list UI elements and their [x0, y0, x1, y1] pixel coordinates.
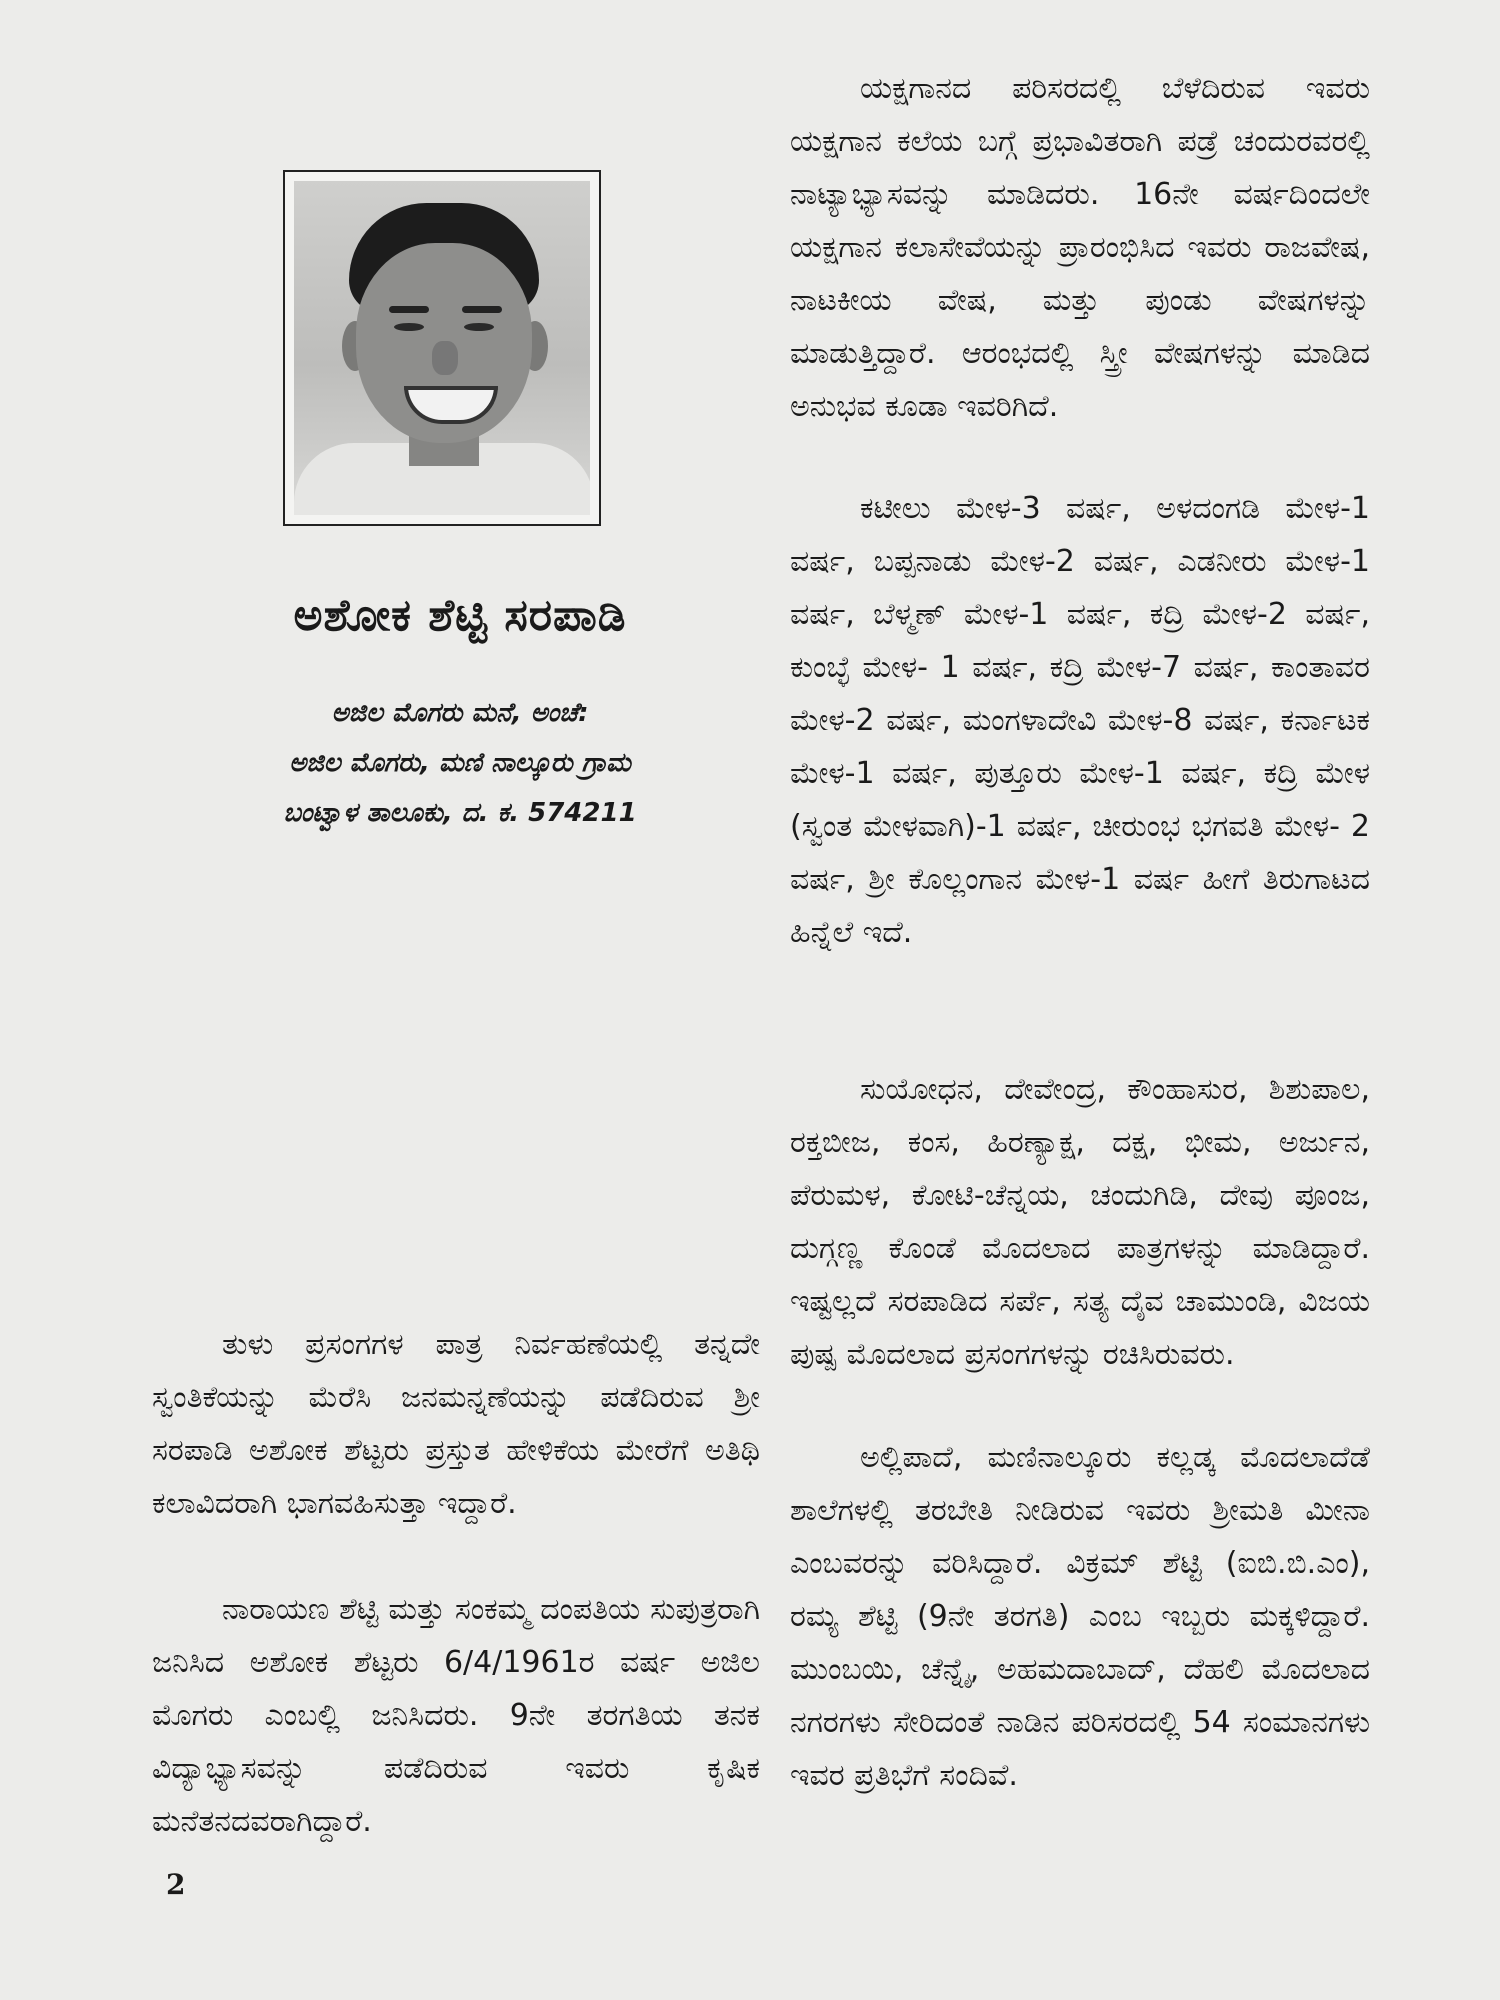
- address-block: [150, 688, 770, 838]
- right-paragraph-3: ಸುಯೋಧನ, ದೇವೇಂದ್ರ, ಕೌಂಹಾಸುರ, ಶಿಶುಪಾಲ, ರಕ್ತಬೀಜ, ಕಂಸ, ಹಿರಣ್ಯಾಕ್ಷ, ದಕ್ಷ, ಭೀಮ, ಅರ್ಜುನ, ಪೆರುಮಳ, ಕೋಟಿ-ಚೆನ್ನಯ, ಚಂದುಗಿಡಿ, ದೇವು ಪೂಂಜ, ದುಗ್ಗಣ್ಣ ಕೊಂಡೆ ಮೊದಲಾದ ಪಾತ್ರಗಳನ್ನು ಮಾಡಿದ್ದಾರೆ. ಇಷ್ಟಲ್ಲದೆ ಸರಪಾಡಿದ ಸರ್ಪೆ, ಸತ್ಯ ದೈವ ಚಾಮುಂಡಿ, ವಿಜಯ ಪುಷ್ಪ ಮೊದಲಾದ ಪ್ರಸಂಗಗಳನ್ನು ರಚಿಸಿರುವರು.: [790, 1072, 1370, 1372]
- right-paragraph-2: ಕಟೀಲು ಮೇಳ-3 ವರ್ಷ, ಅಳದಂಗಡಿ ಮೇಳ-1 ವರ್ಷ, ಬಪ್ಪನಾಡು ಮೇಳ-2 ವರ್ಷ, ಎಡನೀರು ಮೇಳ-1 ವರ್ಷ, ಬೆಳ್ಮಣ್ ಮೇಳ-1 ವರ್ಷ, ಕದ್ರಿ ಮೇಳ-2 ವರ್ಷ, ಕುಂಬ್ಳೆ ಮೇಳ- 1 ವರ್ಷ, ಕದ್ರಿ ಮೇಳ-7 ವರ್ಷ, ಕಾಂತಾವರ ಮೇಳ-2 ವರ್ಷ, ಮಂಗಳಾದೇವಿ ಮೇಳ-8 ವರ್ಷ, ಕರ್ನಾಟಕ ಮೇಳ-1 ವರ್ಷ, ಪುತ್ತೂರು ಮೇಳ-1 ವರ್ಷ, ಕದ್ರಿ ಮೇಳ (ಸ್ವಂತ ಮೇಳವಾಗಿ)-1 ವರ್ಷ, ಚೀರುಂಭ ಭಗವತಿ ಮೇಳ- 2 ವರ್ಷ, ಶ್ರೀ ಕೊಲ್ಲಂಗಾನ ಮೇಳ-1 ವರ್ಷ ಹೀಗೆ ತಿರುಗಾಟದ ಹಿನ್ನೆಲೆ ಇದೆ.: [790, 491, 1370, 950]
- left-paragraph-2: ನಾರಾಯಣ ಶೆಟ್ಟಿ ಮತ್ತು ಸಂಕಮ್ಮ ದಂಪತಿಯ ಸುಪುತ್ರರಾಗಿ ಜನಿಸಿದ ಅಶೋಕ ಶೆಟ್ಟರು 6/4/1961ರ ವರ್ಷ ಅಜಿಲ ಮೊಗರು ಎಂಬಲ್ಲಿ ಜನಿಸಿದರು. 9ನೇ ತರಗತಿಯ ತನಕ ವಿದ್ಯಾಭ್ಯಾಸವನ್ನು ಪಡೆದಿರುವ ಇವರು ಕೃಷಿಕ ಮನೆತನದವರಾಗಿದ್ದಾರೆ.: [152, 1592, 760, 1839]
- left-paragraph-1: ತುಳು ಪ್ರಸಂಗಗಳ ಪಾತ್ರ ನಿರ್ವಹಣೆಯಲ್ಲಿ ತನ್ನದೇ ಸ್ವಂತಿಕೆಯನ್ನು ಮೆರೆಸಿ ಜನಮನ್ನಣೆಯನ್ನು ಪಡೆದಿರುವ ಶ್ರೀ ಸರಪಾಡಿ ಅಶೋಕ ಶೆಟ್ಟರು ಪ್ರಸ್ತುತ ಹೇಳಿಕೆಯ ಮೇರೆಗೆ ಅತಿಥಿ ಕಲಾವಿದರಾಗಿ ಭಾಗವಹಿಸುತ್ತಾ ಇದ್ದಾರೆ.: [152, 1327, 760, 1521]
- page-number: 2: [166, 1868, 186, 1901]
- right-paragraph-1: ಯಕ್ಷಗಾನದ ಪರಿಸರದಲ್ಲಿ ಬೆಳೆದಿರುವ ಇವರು ಯಕ್ಷಗಾನ ಕಲೆಯ ಬಗ್ಗೆ ಪ್ರಭಾವಿತರಾಗಿ ಪಡ್ರೆ ಚಂದುರವರಲ್ಲಿ ನಾಟ್ಯಾಭ್ಯಾಸವನ್ನು ಮಾಡಿದರು. 16ನೇ ವರ್ಷದಿಂದಲೇ ಯಕ್ಷಗಾನ ಕಲಾಸೇವೆಯನ್ನು ಪ್ರಾರಂಭಿಸಿದ ಇವರು ರಾಜವೇಷ, ನಾಟಕೀಯ ವೇಷ, ಮತ್ತು ಪುಂಡು ವೇಷಗಳನ್ನು ಮಾಡುತ್ತಿದ್ದಾರೆ. ಆರಂಭದಲ್ಲಿ ಸ್ತ್ರೀ ವೇಷಗಳನ್ನು ಮಾಡಿದ ಅನುಭವ ಕೂಡಾ ಇವರಿಗಿದೆ.: [790, 71, 1370, 424]
- address-line-3: ಬಂಟ್ವಾಳ ತಾಲೂಕು, ದ. ಕ. 574211: [283, 798, 637, 828]
- address-line-2: ಅಜಿಲ ಮೊಗರು, ಮಣಿ ನಾಲ್ಕೂರು ಗ್ರಾಮ: [289, 748, 631, 778]
- right-paragraph-4: ಅಲ್ಲಿಪಾದೆ, ಮಣಿನಾಲ್ಕೂರು ಕಲ್ಲಡ್ಕ ಮೊದಲಾದೆಡೆ ಶಾಲೆಗಳಲ್ಲಿ ತರಬೇತಿ ನೀಡಿರುವ ಇವರು ಶ್ರೀಮತಿ ಮೀನಾ ಎಂಬವರನ್ನು ವರಿಸಿದ್ದಾರೆ. ವಿಕ್ರಮ್ ಶೆಟ್ಟಿ (ಐಬಿ.ಬಿ.ಎಂ), ರಮ್ಯ ಶೆಟ್ಟಿ (9ನೇ ತರಗತಿ) ಎಂಬ ಇಬ್ಬರು ಮಕ್ಕಳಿದ್ದಾರೆ. ಮುಂಬಯಿ, ಚೆನ್ನೈ, ಅಹಮದಾಬಾದ್, ದೆಹಲಿ ಮೊದಲಾದ ನಗರಗಳು ಸೇರಿದಂತೆ ನಾಡಿನ ಪರಿಸರದಲ್ಲಿ 54 ಸಂಮಾನಗಳು ಇವರ ಪ್ರತಿಭೆಗೆ ಸಂದಿವೆ.: [790, 1440, 1370, 1793]
- portrait-photo: [283, 170, 601, 526]
- person-name-heading: ಅಶೋಕ ಶೆಟ್ಟಿ ಸರಪಾಡಿ: [293, 590, 627, 641]
- portrait-image: [294, 181, 590, 515]
- address-line-1: ಅಜಿಲ ಮೊಗರು ಮನೆ, ಅಂಚೆ:: [331, 698, 589, 728]
